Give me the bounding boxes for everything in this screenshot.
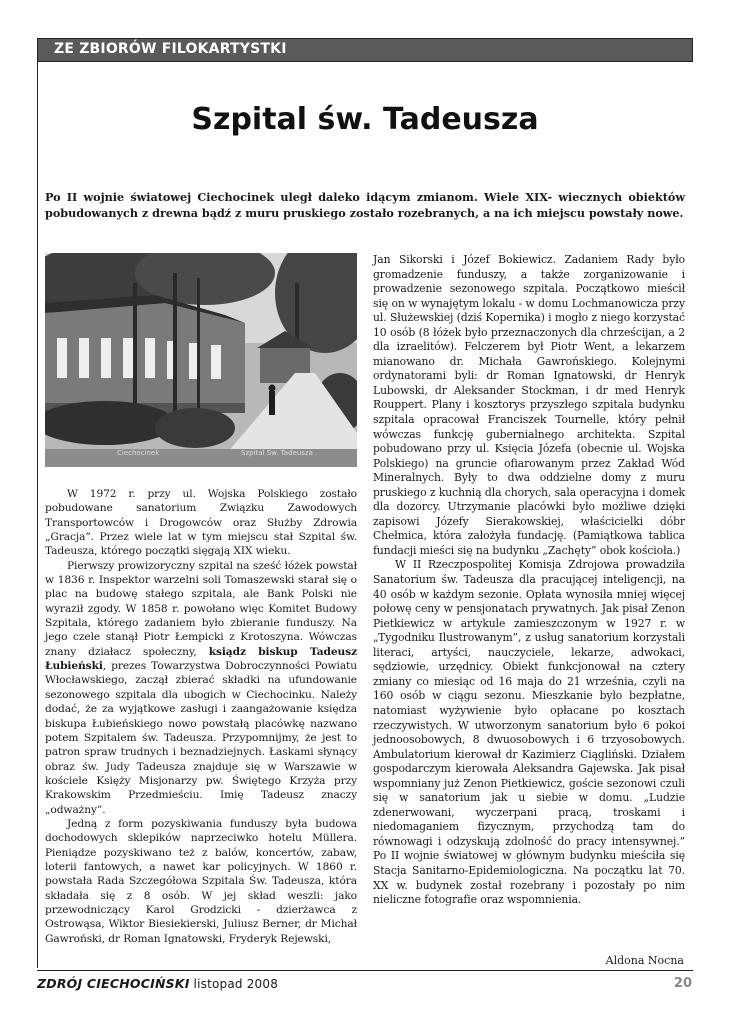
paragraph-text: Jedną z form pozyskiwania funduszy była budowa dochodowych sklepików naprzeciwko hotelu Müllera. Pieniądze pozyskiwano też z balów, koncertów, zabaw, loterii fantowych, a nawet kar policyjnych. W 1860 r. powstała Rada Szczegółowa Szpitala Św. Tadeusza, która składała się z 8 osób. W jej skład weszli: jako przewodniczący Karol Grodzicki - dzierżawca z Ostrowąsa, Wiktor Biesiekierski, Juliusz Berner, dr Michał Gawroński, dr Roman Ignatowski, Fryderyk Rejewski, xyxy=(45,816,357,945)
section-label: ZE ZBIORÓW FILOKARTYSTKI xyxy=(54,41,287,57)
left-rule xyxy=(37,38,38,968)
article-paragraph xyxy=(373,558,685,907)
photo-caption-right: Szpital Św. Tadeusza xyxy=(241,449,313,457)
paragraph-text: Jan Sikorski i Józef Bokiewicz. Zadaniem Rady było gromadzenie funduszy, a także zorganizowanie i prowadzenie sezonowego szpitala. Początkowo mieścił się on w wynajętym lokalu - w domu Lochmanowicza przy ul. Służewskiej (dziś Kopernika) i mogło z niego korzystać 10 osób (8 łóżek było przeznaczonych dla chrześcijan, a 2 dla izraelitów). Felczerem był Piotr Went, a lekarzem mianowano dr. Michała Gawrońskiego. Kolejnymi ordynatorami byli: dr Roman Ignatowski, dr Henryk Lubowski, dr Aleksander Stockman, i dr med Henryk Rouppert. Plany i kosztorys przyszłego szpitala budynku szpitala opracował Franciszek Tournelle, który pełnił wówczas funkcję gubernialnego architekta. Szpital pobudowano przy ul. Księcia Józefa (obecnie ul. Wojska Polskiego) na gruncie ofiarowanym przez Zakład Wód Mineralnych. Były to dwa oddzielne domy z muru pruskiego z kuchnią dla chorych, sala operacyjna i domek dla dozorcy. Utrzymanie placówki było możliwe dzięki zapisowi Józefy Sierakowskiej, właścicielki dóbr Chełmica, która założyła fundację. (Pamiątkowa tablica fundacji mieści się na budynku „Zachęty” obok kościoła.) xyxy=(373,253,685,557)
paragraph-text: , prezes Towarzystwa Dobroczynności Powiatu Włocławskiego, zaczął zbierać składki na ufundowanie sezonowego szpitala dla ubogich w Ciechocinku. Należy dodać, że za wyjątkowe zasługi i zaangażowanie księdza biskupa Łubieńskiego nowo powstałą placówkę nazwano potem Szpitalem św. Tadeusza. Przypomnijmy, że jest to patron spraw trudnych i beznadziejnych. Łaskami słynący obraz św. Judy Tadeusza znajduje się w Warszawie w kościele Księży Misjonarzy pw. Świętego Krzyża przy Krakowskim Przedmieściu. Imię Tadeusz znaczy „odważny”. xyxy=(45,659,357,816)
paragraph-text: Pierwszy prowizoryczny szpital na sześć łóżek powstał w 1836 r. Inspektor warzelni soli Tomaszewski starał się o plac na budowę stałego szpitala, ale Bank Polski nie wyraził zgody. W 1858 r. powołano więc Komitet Budowy Szpitala, którego zadaniem było zbieranie funduszy. Na jego czele stanął Piotr Łempicki z Krotoszyna. Wówczas znany działacz społeczny, xyxy=(45,558,357,658)
paragraph-text: W 1972 r. przy ul. Wojska Polskiego zostało pobudowane sanatorium Związku Zawodowych Transportowców i Drogowców oraz Służby Zdrowia „Gracja”. Przez wiele lat w tym miejscu stał Szpital św. Tadeusza, którego początki sięgają XIX wieku. xyxy=(45,487,357,558)
article-column-left xyxy=(45,487,357,946)
emphasized-name: ksiądz biskup Tadeusz Łubieński xyxy=(45,644,358,673)
article-paragraph xyxy=(45,487,357,559)
article-paragraph xyxy=(373,253,685,558)
article-title: Szpital św. Tadeusza xyxy=(191,102,539,137)
photo-caption-left: Ciechocinek xyxy=(117,449,160,457)
page-number: 20 xyxy=(673,976,692,991)
article-paragraph xyxy=(45,817,357,946)
article-paragraph xyxy=(45,559,357,817)
article-lead: Po II wojnie światowej Ciechocinek uległ daleko idącym zmianom. Wiele XIX- wiecznych obiektów pobudowanych z drewna bądź z muru pruskiego zostało rozebranych, a na ich miejscu powstały nowe. xyxy=(45,190,685,220)
article-author: Aldona Nocna xyxy=(605,954,684,967)
footer-magazine xyxy=(37,976,278,991)
article-column-right xyxy=(373,253,685,908)
hospital-photo-illustration xyxy=(45,253,357,467)
footer-rule xyxy=(37,970,693,971)
hospital-photo xyxy=(45,253,357,467)
magazine-name: ZDRÓJ CIECHOCIŃSKI xyxy=(37,976,190,991)
paragraph-text: W II Rzeczpospolitej Komisja Zdrojowa prowadziła Sanatorium św. Tadeusza dla pracującej inteligencji, na 40 osób w każdym sezonie. Opłata wynosiła mniej więcej połowę ceny w pensjonatach prywatnych. Jak pisał Zenon Pietkiewicz w artykule zamieszczonym w 1927 r. w „Tygodniku Ilustrowanym”, z usług sanatorium korzystali literaci, artyści, nauczyciele, lekarze, adwokaci, sędziowie, urzędnicy. Obiekt funkcjonował na cztery zmiany co miesiąc od 16 maja do 21 września, czyli na 160 osób w ciągu sezonu. Mieszkanie było bezpłatne, natomiast wyżywienie było opłacane po kosztach rzeczywistych. W utworzonym sanatorium było 6 pokoi jednoosobowych, 8 dwuosobowych i 6 trzyosobowych. Ambulatorium kierował dr Kazimierz Ciągliński. Działem gospodarczym kierowała Aleksandra Gajewska. Jak pisał wspomniany już Zenon Pietkiewicz, goście sezonowi czuli się w sanatorium jak u siebie w domu. „Ludzie zdenerwowani, wyczerpani pracą, troskami i niedomaganiem fizycznym, przychodzą tam do równowagi i odzyskują zdolność do pracy intensywnej.” Po II wojnie światowej w głównym budynku mieściła się Stacja Sanitarno-Epidemiologiczna. Na początku lat 70. XX w. budynek został rozebrany i pozostały po nim nieliczne fotografie oraz wspomnienia. xyxy=(373,558,685,907)
section-header-bar xyxy=(37,38,693,62)
issue-date: listopad 2008 xyxy=(193,977,279,991)
